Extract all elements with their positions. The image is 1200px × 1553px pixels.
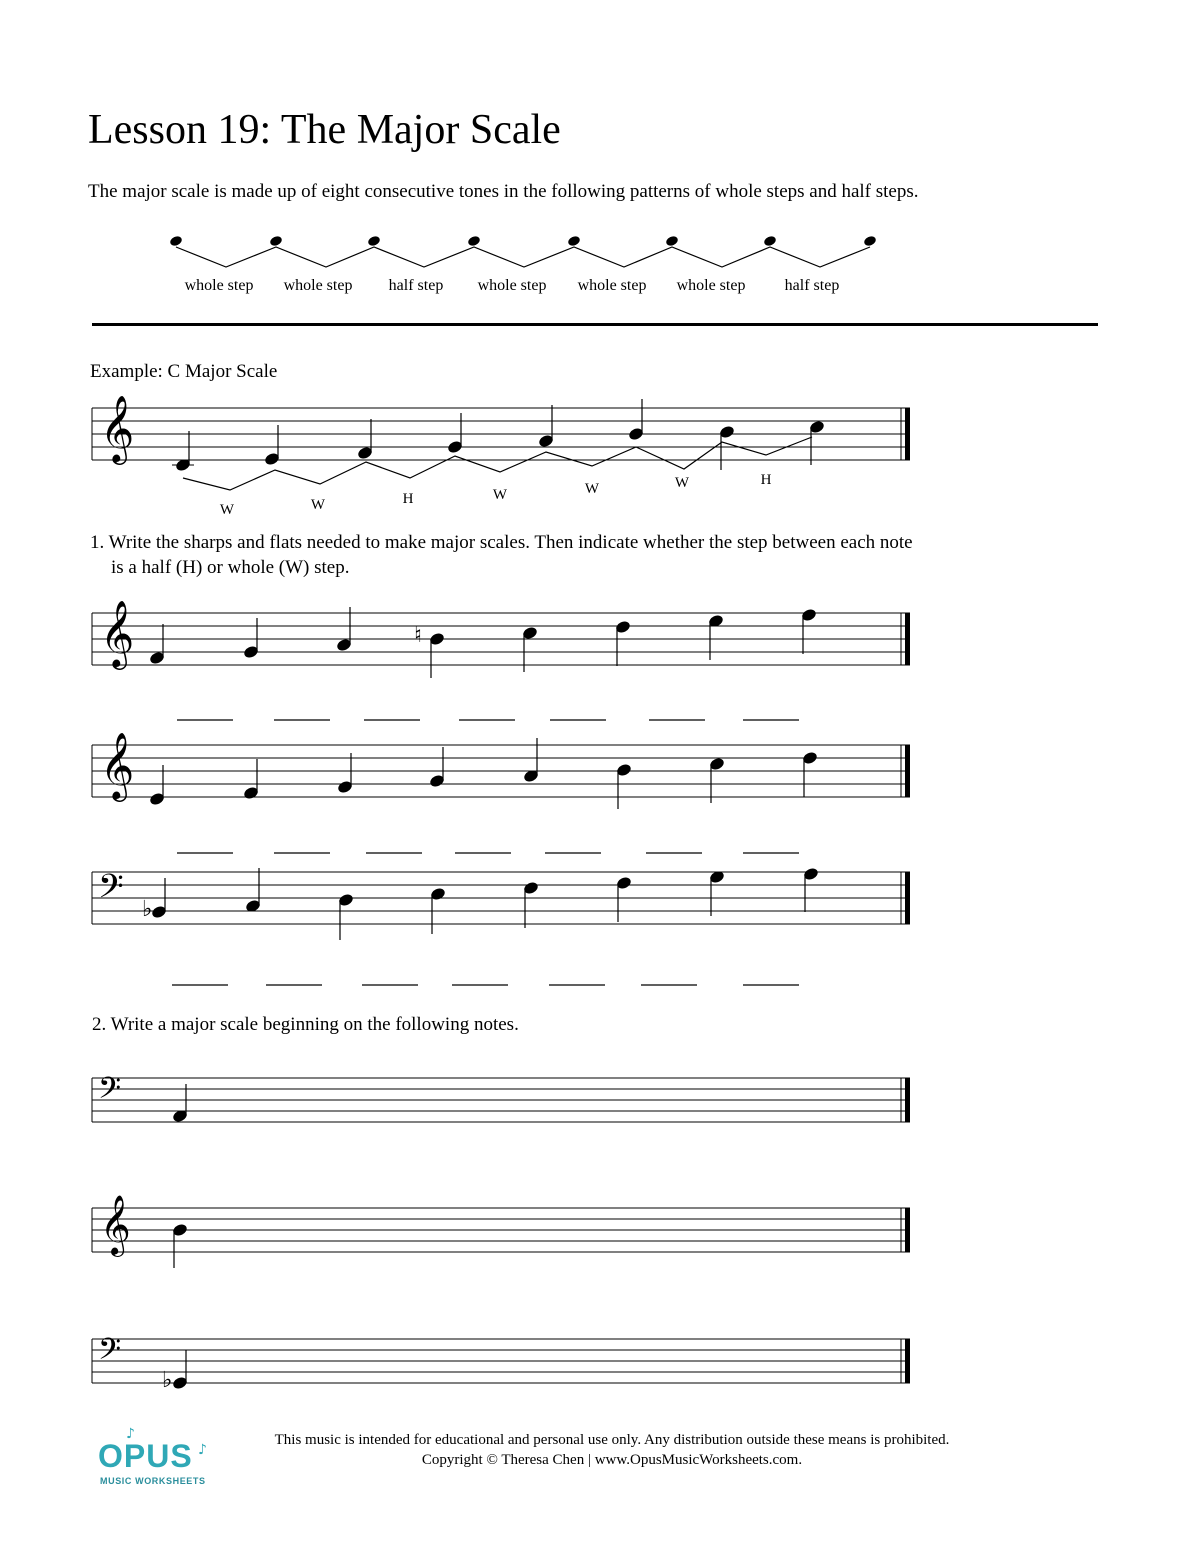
treble-clef-icon: 𝄞: [100, 1195, 131, 1255]
q1-staff-1: [92, 613, 910, 665]
section-divider: [92, 323, 1098, 326]
step-mark: W: [219, 502, 235, 518]
q1-staff-2: [92, 745, 910, 797]
q1-staff-3: [92, 872, 910, 924]
question-2: 2. Write a major scale beginning on the following notes.: [92, 1014, 519, 1035]
flat-icon: ♭: [142, 897, 153, 922]
logo-subtitle: MUSIC WORKSHEETS: [100, 1476, 206, 1486]
treble-clef-icon: 𝄞: [100, 599, 135, 667]
q1-staff-2-notes: [149, 738, 818, 809]
step-label: whole step: [283, 277, 353, 294]
q2-staff-1-notes: [172, 1084, 188, 1123]
step-mark: W: [310, 497, 326, 513]
question-1-line-2: is a half (H) or whole (W) step.: [111, 557, 350, 578]
q2-staff-2: [92, 1208, 910, 1252]
page-title: Lesson 19: The Major Scale: [88, 107, 561, 153]
step-label: whole step: [477, 277, 547, 294]
question-1-line-1: 1. Write the sharps and flats needed to make major scales. Then indicate whether the step between each note: [90, 532, 913, 553]
step-label: whole step: [577, 277, 647, 294]
q1-staff-3-notes: [151, 867, 819, 940]
example-notes: [175, 399, 825, 472]
step-label: whole step: [184, 277, 254, 294]
step-mark: H: [760, 472, 772, 488]
treble-clef-icon: 𝄞: [100, 731, 135, 799]
step-label: whole step: [676, 277, 746, 294]
step-mark: W: [492, 487, 508, 503]
pattern-note: [567, 235, 582, 248]
step-pattern-diagram: [176, 247, 870, 267]
step-label: half step: [784, 277, 840, 294]
step-mark: W: [674, 475, 690, 491]
opus-logo: [98, 1426, 214, 1494]
pattern-note: [763, 235, 778, 248]
bass-clef-icon: 𝄢: [98, 868, 124, 914]
pattern-note: [665, 235, 680, 248]
q2-staff-3: [92, 1339, 910, 1383]
step-mark: W: [584, 481, 600, 497]
pattern-note: [863, 235, 878, 248]
pattern-note: [467, 235, 482, 248]
bass-clef-icon: 𝄢: [98, 1333, 122, 1374]
footer-notice: This music is intended for educational and personal use only. Any distribution outside these means is prohibited.: [274, 1432, 950, 1448]
q2-staff-2-notes: [172, 1223, 188, 1268]
q2-staff-3-notes: [172, 1350, 188, 1390]
bass-clef-icon: 𝄢: [98, 1072, 122, 1113]
pattern-note: [169, 235, 184, 248]
treble-clef-icon: 𝄞: [100, 394, 135, 462]
q1-staff-1-notes: [149, 607, 817, 678]
pattern-note: [367, 235, 382, 248]
q2-staff-1: [92, 1078, 910, 1122]
pattern-note: [269, 235, 284, 248]
music-note-icon: ♪: [198, 1442, 207, 1458]
example-label: Example: C Major Scale: [90, 361, 278, 382]
intro-text: The major scale is made up of eight consecutive tones in the following patterns of whole steps and half steps.: [88, 181, 919, 202]
example-staff: [92, 408, 910, 460]
music-note-icon: ♪: [126, 1426, 135, 1442]
step-mark: H: [402, 491, 414, 507]
logo-text: OPUS: [98, 1438, 193, 1474]
step-label: half step: [388, 277, 444, 294]
footer-copyright: Copyright © Theresa Chen | www.OpusMusicWorksheets.com.: [421, 1452, 803, 1468]
flat-icon: ♭: [162, 1368, 173, 1393]
natural-icon: ♮: [414, 623, 422, 648]
example-step-zigzag: [183, 437, 812, 490]
pattern-notes: [169, 235, 878, 248]
